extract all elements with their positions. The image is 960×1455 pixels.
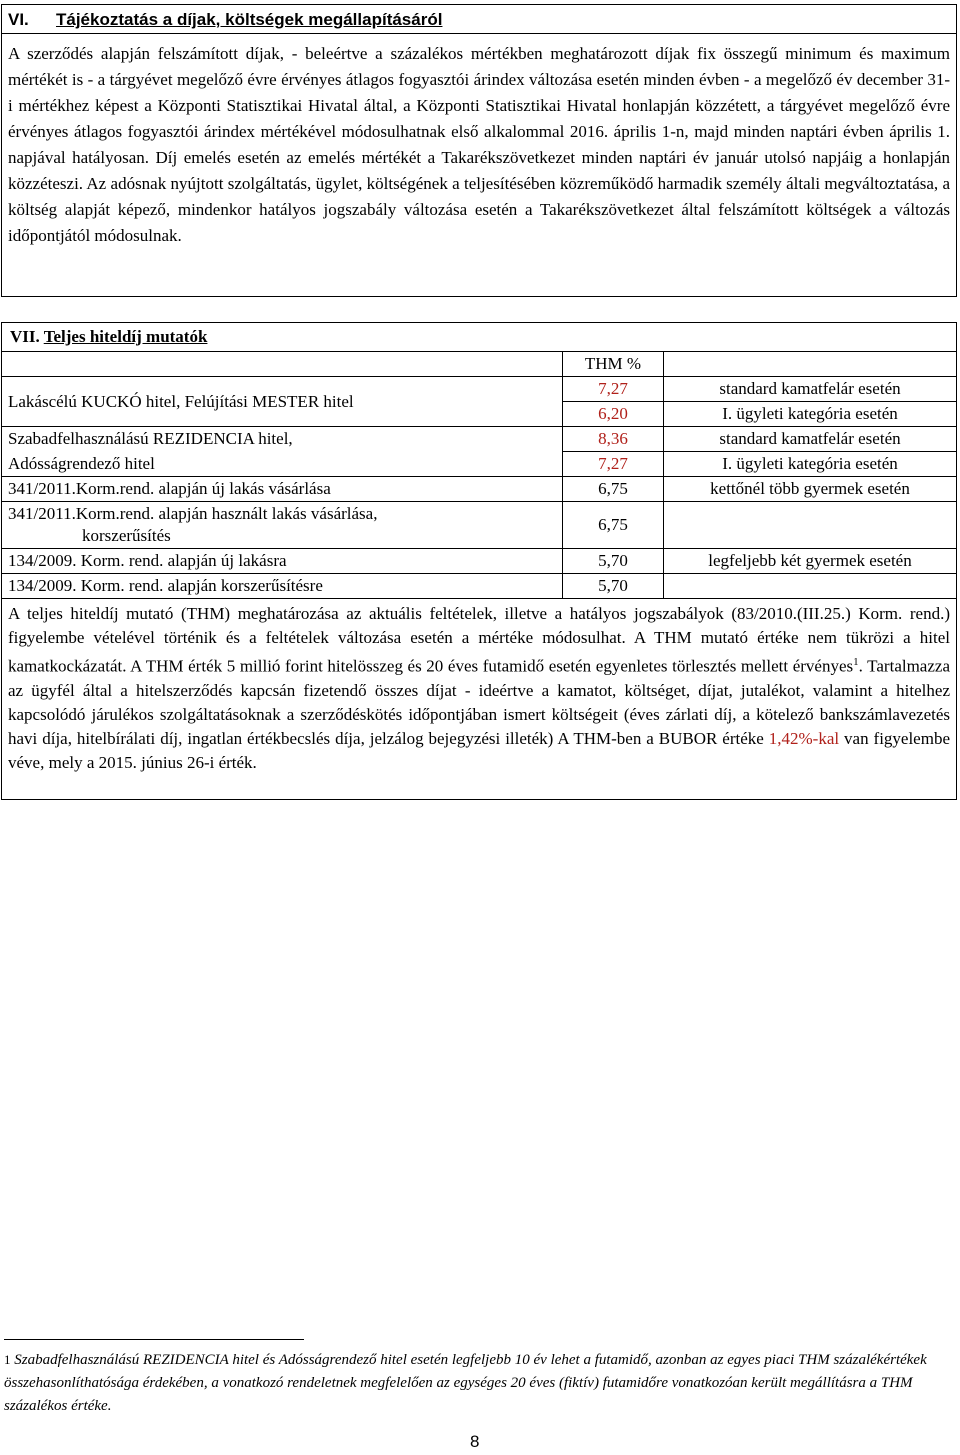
- apr-row-label-line2: korszerűsítés: [82, 526, 171, 545]
- apr-row-value: 6,75: [563, 502, 664, 549]
- table-row: [2, 549, 956, 574]
- table-row: [2, 574, 956, 599]
- section-fees-number: VI.: [8, 10, 29, 29]
- apr-row-value: 7,27: [563, 377, 664, 402]
- page-number: 8: [470, 1432, 480, 1451]
- section-apr-heading: [2, 323, 956, 351]
- section-apr-title: Teljes hiteldíj mutatók: [43, 327, 208, 346]
- apr-paragraph-part-c: van figyelembe véve, mely a 2015. június 26-i érték.: [8, 728, 950, 772]
- apr-header-note-blank: [664, 352, 957, 377]
- footnote-reference[interactable]: 1: [853, 656, 859, 668]
- apr-row-label: 341/2011.Korm.rend. alapján új lakás vásárlása: [2, 477, 563, 502]
- apr-header-blank: [2, 352, 563, 377]
- apr-table: [2, 351, 956, 599]
- apr-row-note: standard kamatfelár esetén: [664, 377, 957, 402]
- apr-row-label: Szabadfelhasználású REZIDENCIA hitel,: [2, 427, 563, 452]
- apr-row-value: 7,27: [563, 452, 664, 477]
- apr-row-label: [2, 502, 563, 549]
- table-row: [2, 452, 956, 477]
- footnote-separator: [4, 1339, 304, 1340]
- section-fees-heading: [2, 5, 956, 34]
- apr-row-value: 6,75: [563, 477, 664, 502]
- footnote-text: Szabadfelhasználású REZIDENCIA hitel és Adósságrendező hitel esetén legfeljebb 10 év lehet a futamidő, azonban az egyes piaci THM százalékértékek összehasonlíthatósága érdekében, a vonatkozó rendeletnek megfelelően az egységes 20 éves (fiktív) futamidőre vonatkozóan került megállításra a THM százalékos értéke.: [4, 1352, 927, 1414]
- table-row: [2, 502, 956, 549]
- apr-header-thm: THM %: [563, 352, 664, 377]
- apr-row-note: standard kamatfelár esetén: [664, 427, 957, 452]
- footnote-number: 1: [4, 1352, 11, 1367]
- bubor-value: 1,42%-kal: [768, 728, 840, 748]
- apr-row-value: 5,70: [563, 549, 664, 574]
- apr-paragraph-part-a: A teljes hiteldíj mutató (THM) meghatározása az aktuális feltételek, illetve a hatályos jogszabályok (83/2010.(III.25.) Korm. rend.) figyelembe vételével történik és a feltételek változása esetén a mértéke módosulhat. A THM mutató értéke nem tükrözi a hitel kamatkockázatát. A THM érték 5 millió forint hitelösszeg és 20 éves futamidő esetén egyenletes törlesztés mellett érvényes: [8, 604, 950, 676]
- apr-explanation-paragraph: [2, 599, 956, 775]
- apr-paragraph-part-b: . Tartalmazza az ügyfél által a hitelszerződés kapcsán fizetendő összes díjat - ideértve a kamatot, költséget, díjat, jutalékot, valamint a hitelhez kapcsolódó járulékos szolgáltatásoknak a szerződéskötés időpontjában ismert költségeit (éves zárlati díj, a kötelező bankszámlavezetés havi díja, hitelbírálati díj, ingatlan értékbecslés díja, jelzálog bejegyzési illeték) A THM-ben a BUBOR értéke: [8, 656, 950, 748]
- apr-row-note: legfeljebb két gyermek esetén: [664, 549, 957, 574]
- apr-row-value: 8,36: [563, 427, 664, 452]
- apr-row-note: I. ügyleti kategória esetén: [664, 402, 957, 427]
- section-fees-paragraph: A szerződés alapján felszámított díjak, - beleértve a százalékos mértékben meghatározott díjak fix összegű minimum és maximum mértékét is - a tárgyévet megelőző évre érvényes átlagos fogyasztói árindex változása esetén minden évben - a megelőző év december 31-i mértékhez képest a Központi Statisztikai Hivatal által, a Központi Statisztikai Hivatal honlapján közzétett, a tárgyévet megelőző évre érvényes átlagos fogyasztói árindex mértékével módosulhatnak első alkalommal 2016. április 1-n, majd minden naptári évben április 1. napjával hatályosan. Díj emelés esetén az emelés mértékét a Takarékszövetkezet minden naptári év január utolsó napjáig a honlapján közzéteszi. Az adósnak nyújtott szolgáltatás, ügylet, költségének a teljesítésében közreműködő harmadik személy általi megváltoztatása, a költség alapját képező, mindenkor hatályos jogszabály változása esetén a Takarékszövetkezet által felszámított költségek a változás időpontjától módosulnak.: [8, 44, 950, 245]
- table-row: [2, 427, 956, 452]
- apr-row-note: I. ügyleti kategória esetén: [664, 452, 957, 477]
- section-apr-number: VII.: [10, 327, 40, 346]
- apr-row-label: 134/2009. Korm. rend. alapján korszerűsítésre: [2, 574, 563, 599]
- apr-row-label: 134/2009. Korm. rend. alapján új lakásra: [2, 549, 563, 574]
- table-row: [2, 377, 956, 402]
- apr-row-label: Adósságrendező hitel: [2, 452, 563, 477]
- section-apr: [1, 322, 957, 800]
- apr-row-note: [664, 574, 957, 599]
- section-fees-title: Tájékoztatás a díjak, költségek megállapításáról: [56, 10, 443, 29]
- footnote: [4, 1348, 954, 1418]
- apr-row-label: Lakáscélú KUCKÓ hitel, Felújítási MESTER hitel: [2, 377, 563, 427]
- table-row: [2, 477, 956, 502]
- apr-table-header-row: [2, 352, 956, 377]
- section-fees: [1, 4, 957, 297]
- apr-row-note: [664, 502, 957, 549]
- apr-row-value: 5,70: [563, 574, 664, 599]
- apr-row-label-line1: 341/2011.Korm.rend. alapján használt lakás vásárlása,: [8, 504, 378, 523]
- apr-row-note: kettőnél több gyermek esetén: [664, 477, 957, 502]
- apr-row-value: 6,20: [563, 402, 664, 427]
